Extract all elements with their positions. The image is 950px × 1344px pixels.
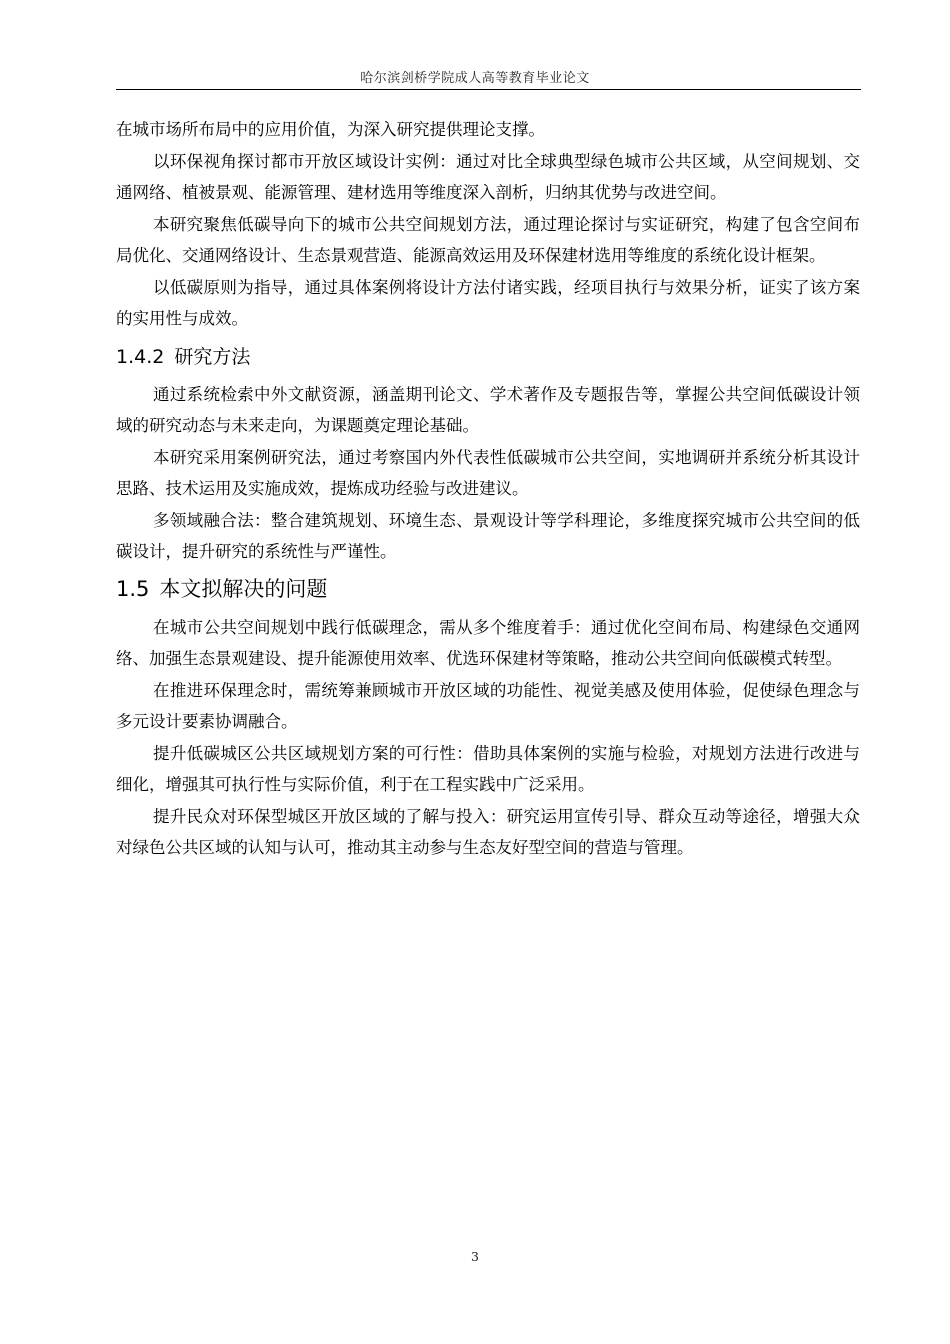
page-header-title: 哈尔滨剑桥学院成人高等教育毕业论文	[360, 71, 590, 86]
section-title: 研究方法	[174, 345, 251, 368]
paragraph: 本研究聚焦低碳导向下的城市公共空间规划方法，通过理论探讨与实证研究，构建了包含空间布局优化、交通网络设计、生态景观营造、能源高效运用及环保建材选用等维度的系统化设计框架。	[116, 214, 860, 265]
paragraph: 本研究采用案例研究法，通过考察国内外代表性低碳城市公共空间，实地调研并系统分析其设计思路、技术运用及实施成效，提炼成功经验与改进建议。	[116, 447, 860, 498]
paragraph: 以环保视角探讨都市开放区域设计实例：通过对比全球典型绿色城市公共区域，从空间规划、交通网络、植被景观、能源管理、建材选用等维度深入剖析，归纳其优势与改进空间。	[116, 151, 860, 202]
paragraph: 以低碳原则为指导，通过具体案例将设计方法付诸实践，经项目执行与效果分析，证实了该方案的实用性与成效。	[116, 277, 860, 328]
page-body	[116, 114, 860, 864]
section-number: 1.5	[116, 576, 150, 601]
paragraph-continuation: 在城市场所布局中的应用价值，为深入研究提供理论支撑。	[116, 120, 545, 139]
section-title: 本文拟解决的问题	[159, 576, 328, 601]
section-heading-1-5	[116, 570, 860, 608]
paragraph: 多领域融合法：整合建筑规划、环境生态、景观设计等学科理论，多维度探究城市公共空间的低碳设计，提升研究的系统性与严谨性。	[116, 510, 860, 561]
section-heading-1-4-2	[116, 339, 860, 375]
header-divider	[116, 89, 861, 90]
paragraph: 提升低碳城区公共区域规划方案的可行性：借助具体案例的实施与检验，对规划方法进行改进与细化，增强其可执行性与实际价值，利于在工程实践中广泛采用。	[116, 743, 860, 794]
paragraph: 在城市公共空间规划中践行低碳理念，需从多个维度着手：通过优化空间布局、构建绿色交通网络、加强生态景观建设、提升能源使用效率、优选环保建材等策略，推动公共空间向低碳模式转型。	[116, 617, 860, 668]
paragraph: 提升民众对环保型城区开放区域的了解与投入：研究运用宣传引导、群众互动等途径，增强大众对绿色公共区域的认知与认可，推动其主动参与生态友好型空间的营造与管理。	[116, 806, 860, 857]
paragraph: 在推进环保理念时，需统筹兼顾城市开放区域的功能性、视觉美感及使用体验，促使绿色理念与多元设计要素协调融合。	[116, 680, 860, 731]
paragraph: 通过系统检索中外文献资源，涵盖期刊论文、学术著作及专题报告等，掌握公共空间低碳设计领域的研究动态与未来走向，为课题奠定理论基础。	[116, 384, 860, 435]
section-number: 1.4.2	[116, 345, 165, 368]
page-number: 3	[471, 1249, 479, 1264]
